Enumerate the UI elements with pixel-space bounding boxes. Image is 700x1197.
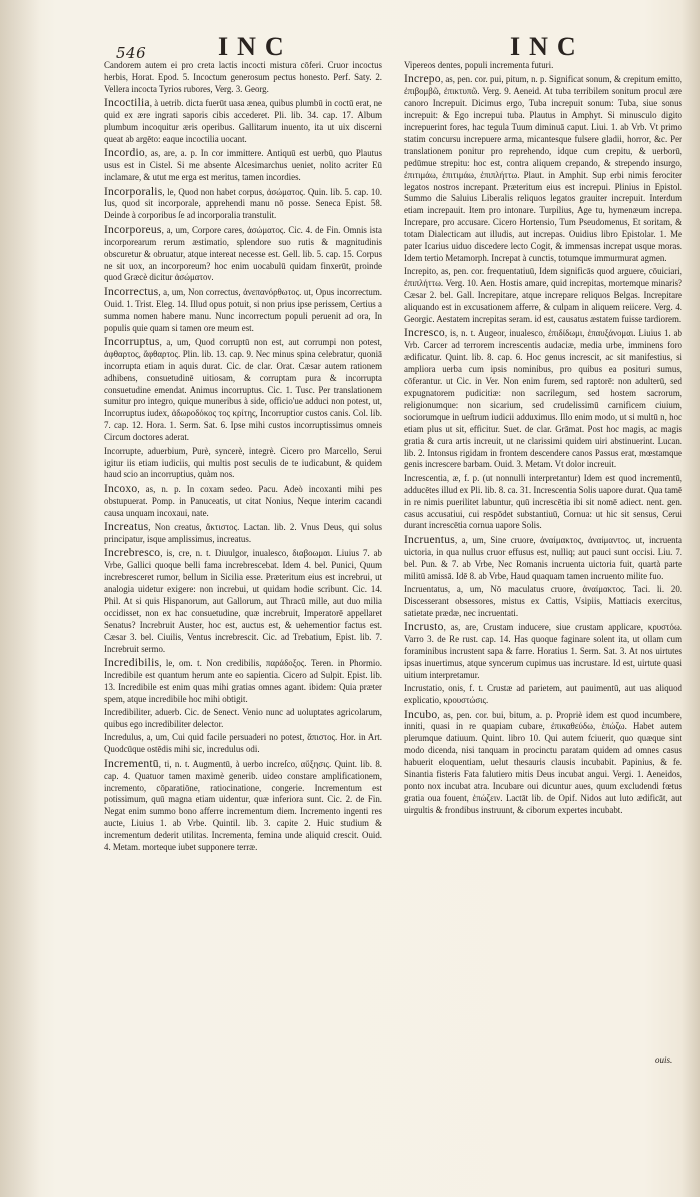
entry-text: , as, pen. cor. bui, bitum, a. p. Propriè idem est quod incumbere, inniti, quasi in re quapiam cubare, ἐπικαθεύδω, ἐπώζω. Habet autem plerumque datiuum. Quint. libro 10. Qui autem fciuerit, quo quæque sint modo dicenda, nisi tanquam in procinctu paratam quidem ad omnes casus habuerit eloquentiam, uelut thesauris clausis incubabit. Papinius, & fe. Sinantia fisteris Fata falutiero mitis Deus incubat angui. Vergi. 1. Aeneidos, ponto nox incubat atra. Incubare oui dicuntur aues, quum excludendi fœtus gratia oua fouent, ἐπώζειν. Lactāt lib. de Opif. Nidos aut luto ædificāt, aut uirgultis & frondibus instruunt, & ciborum expertes incubabt. [404, 709, 682, 815]
entry-text: , as, pen. cor. pui, pitum, n. p. Significat sonum, & crepitum emitto, ἐπιβομβῶ, ἐπικτυπῶ. Verg. 9. Aeneid. At tuba terribilem sonitum procul ære canoro Increpuit. Dicimus ergo, Tuba increpuit sonum: Tuba, siue sonus increpuit: & Ego increpui tuba. Plautus in Amphyt. Si minusculo digito increpuerint fores, hac tegula Tuum diminuā caput. Liui. 1. ab Vrb. Vt primo statim concursu increpuere arma, micantesque fulsere gladii, horror, &c. Per translationem ponitur pro reprehendo, idque cum crepitu, & uerborū, pedūmue strepitu: hoc est, contra aliquem crepando, & strependo insurgo, ἐπιτιμάω, ἐπιτιμάω, ἐπιπλήττω. Plaut. in Amphit. Sup erbi nimis ferociter legatos nostros increpant. Præteritum eius est increpui. Plinius in Epistol. Summo die Saluius Liberalis reliquos legatos grauiter increpuit. Interdum etiam increpauit. Item pro intonare. Turpilius, Age tu, hymenæum increpa. Increpare, pro accusare. Cicero Hortensio, Tum Pseudomenus, Et soritam, & totam Dialecticam aut illudis, aut increpas. Ouidius libro Epistolar. 1. Me pater Icarius uiduo discedere lecto Cogit, & immensas increpat usque moras. Idem tertio Metamorph. Increpat à cunctis, totumque immurmurat agmen. [404, 74, 682, 263]
entry-text: Incruentatus, a, um, Nō maculatus cruore, ἀναίμακτος. Taci. li. 20. Discesserant obsessores, mistus ex Cattis, Vsipiis, Mattiacis exercitus, satietate prædæ, nec incruentati. [404, 583, 682, 618]
dictionary-entry [104, 286, 382, 335]
left-column [104, 60, 382, 856]
entry-headword: Incrementū [104, 756, 159, 770]
running-header [0, 24, 700, 62]
entry-headword: Incruentus [404, 532, 455, 546]
catchword: ouis. [655, 1055, 673, 1065]
entry-headword: Incorrectus [104, 284, 159, 298]
entry-text: Candorem autem ei pro creta lactis incocti mistura cōferi. Cruor incoctus herbis, Horat. Epod. 5. Incoctum generosum pectus honesto. Perf. Saty. 2. Vellera incocta Tyrios rubores, Verg. 3. Georg. [104, 60, 382, 94]
entry-text: , le, Quod non habet corpus, ἀσώματος. Quin. lib. 5. cap. 10. Ius, quod sit incorporale, apprehendi manu nō posse. Seneca Epist. 58. Deinde à corporibus ſe ad incorporalia transtulit. [104, 186, 382, 221]
entry-headword: Incredibilis [104, 656, 160, 669]
entry-headword: Incordio [104, 146, 145, 160]
dictionary-entry [104, 657, 382, 706]
dictionary-entry [104, 60, 382, 96]
entry-text: Incrustatio, onis, f. t. Crustæ ad parietem, aut pauimentū, aut uas aliquod explicatio, κρουστώσις. [404, 683, 682, 706]
dictionary-entry [404, 473, 682, 533]
right-running-head: INC [510, 32, 585, 61]
dictionary-entry [104, 732, 382, 756]
entry-headword: Incorporeus [104, 222, 162, 236]
dictionary-entry [404, 683, 682, 707]
entry-headword: Incoxo [104, 481, 138, 495]
entry-headword: Incoctilia [104, 96, 150, 110]
entry-text: Incorrupte, aduerbium, Purè, syncerè, integrè. Cicero pro Marcello, Serui igitur iis etiam iudiciis, qui multis post seculis de te iudicabunt, & quidem haud scio an incorruptius, quàm nos. [104, 445, 382, 480]
dictionary-entry [104, 521, 382, 546]
entry-text: Increscentia, æ, f. p. (ut nonnulli interpretantur) Idem est quod incrementū, adducētes illud ex Pli. lib. 8. ca. 31. Increscentia Solis uapore durat. Qua tamē in re nimis puerilitet labuntur, quū increscētia ibi sit nomē adiect. nent. gen. casus accusatiui, cui respōdet substantiuū, Cornua: ut hic sit sensus, Cerui durant increscētia cornua uapore Solis. [404, 472, 682, 531]
entry-text: Incredulus, a, um, Cui quid facile persuaderi no potest, ἄπιστος. Hor. in Art. Quodcūque ostēdis mihi sic, incredulus odi. [104, 732, 382, 755]
left-running-head: INC [218, 32, 293, 61]
entry-text: Vipereos dentes, populi incrementa futuri. [404, 60, 554, 70]
entry-text: , le, om. t. Non credibilis, παράδοξος. Teren. in Phormio. Incredibile est quantum herum ante eo sapientia. Cicero ad Sulpit. Epist. lib. 13. Incredibile est enim quas mihi gratias omnes agant. ibidem: Quia præter spem, atque incredibile hoc mihi obtigit. [104, 658, 382, 704]
right-column [404, 60, 682, 818]
entry-text: , as, n. p. In coxam sedeo. Pacu. Adeò incoxanti mihi pes obstupuerat. Pomp. in Panuceatis, ut citat Nonius, Neque interim cacandi causa unquam incoxaui, nate. [104, 483, 382, 518]
dictionary-entry [104, 707, 382, 731]
entry-text: , is, cre, n. t. Diuulgor, inualesco, διαβοωμαι. Liuius 7. ab Vrbe, Gallici quoque belli fama increbrescebat. Idem 4. bel. Punici, Quum increbresceret rumor, bellum in Sicilia esse. Præteritum eius est increbrui, ut analogia uidetur exigere: non increbui, ut quidam hodie scribunt. Cic. 14. Phil. At si quis Hispanorum, aut Gallorum, aut Thracū mille, aut duo milia occidisset, non ex hac consuetudine, quæ increbruit, Imperatorē appellaret Senatus? Increbruit Auster, hoc est, auctus est, & uehementior factus est. Cæsar 3. bel. Ciuilis, Ventus increbrescit. Cic. ad Trebatium, Epist. lib. 7. Increbruit sermo. [104, 548, 382, 654]
dictionary-entry [404, 534, 682, 583]
entry-text: , à uetrib. dicta fuerūt uasa ænea, quibus plumbū in coctū erat, ne quid ex ære ingrati saporis cibis accederet. Pli. lib. 34. cap. 17. Album plumbum incoquitur æris operibus. Gallitarum inuento, ita ut uix discerni queat ab argēto: eaque incoctilia uocant. [104, 98, 382, 144]
entry-text: Increpito, as, pen. cor. frequentatiuū, Idem significās quod arguere, cōuiciari, ἐπιπλήττω. Verg. 10. Aen. Hostis amare, quid increpitas, mortemque minaris? Cæsar 2. bel. Gall. Increpitare, atque increpare reliquos Belgas. Increpitare aliquando est in excusationem afferre, & culpam in aliquem reiicere. Verg. 4. Georgic. Aestatem increpitas seram. id est, causatus æstatem fuisse tardiorem. [404, 266, 682, 325]
entry-text: , is, n. t. Augeor, inualesco, ἐπιδίδωμι, ἐπαυξάνομαι. Liuius 1. ab Vrb. Carcer ad terrorem increscentis audaciæ, media urbe, imminens foro ædificatur. Quint. lib. 8. cap. 6. Hoc genus increscit, ac sit manifestius, si ampliora uerba cum ipsis nominibus, pro quibus ea posituri sumus, cōferantur. ut Cic. in Ver. Non enim furem, sed raptorē: non adulterū, sed expugnatorem pudicitiæ: non sacrilegum, sed hostem sacrorum, religionumque: non sicarium, sed crudelissimū carnificem ciuium, sociorumque in ueſtrum iudicii adduximus. Illo enim modo, ut si multū n, hoc etiam plus ut sit, efficitur. Suet. de clar. Grāmat. Post hoc magis, ac magis gratia & cura artis increuit, ut ne clarissimi quidem uiri abstinuerint. Lucan. lib. 2. Intonsus rigidam in frontem descendere canos Passus erat, mœstamque genis increscere barbam. Ouid. 3. Metam. Vt dolor increuit. [404, 328, 682, 470]
dictionary-entry [404, 621, 682, 682]
dictionary-entry [104, 186, 382, 223]
entry-headword: Incorruptus [104, 334, 160, 348]
entry-text: , as, are, a. p. In cor immittere. Antiquū est uerbū, quo Plautus usus est in Cistel. Si me absente Alcesimarchus ueniet, nolito acriter Eū inclamare, & utut me erga est meritus, tamen incordies. [104, 148, 382, 183]
entry-headword: Increatus [104, 520, 149, 534]
entry-text: , Non creatus, ἄκτιστος. Lactan. lib. 2. Vnus Deus, qui solus principatur, isque amplissimus, increatus. [104, 522, 382, 544]
entry-text: , as, are, Crustam inducere, siue crustam applicare, κρυστόω. Varro 3. de Re rust. cap. 14. Has quoque faginare solent ita, ut ollam cum foraminibus incrustent sapa & farre. Horatius 1. Serm. Sat. 3. At nos uirtutes ipsas inuertimus, atque syncerum cupimus uas incrustare. Id est, uirtute quasi uitium interpretamur. [404, 622, 682, 680]
entry-headword: Incresco [404, 326, 445, 340]
dictionary-entry [404, 709, 682, 817]
entry-headword: Incubo [404, 707, 438, 721]
page-gutter-shadow [0, 0, 40, 1197]
dictionary-entry [404, 73, 682, 265]
dictionary-entry [404, 60, 682, 72]
entry-headword: Increbresco [104, 546, 161, 560]
page-number: 546 [116, 44, 147, 62]
dictionary-entry [104, 97, 382, 146]
entry-text: , a, um, Corpore cares, ἀσώματος. Cic. 4. de Fin. Omnis ista incorporearum rerum æstimatio, splendore suo rutis & magnitudinis obscuretur & obruatur, atque intereat necesse est. Gell. lib. 5. cap. 15. Corpus ne sit uox, an incorporeum? hoc enim uocabulū quidam finxerūt, proinde quod Græcè dicitur ἀσώματον. [104, 224, 382, 283]
dictionary-entry [104, 336, 382, 444]
dictionary-entry [104, 147, 382, 184]
page-edge-shadow [682, 0, 700, 1197]
entry-text: , a, um, Sine cruore, ἀναίμακτος, ἀναίμαντος. ut, incruenta uictoria, in qua nullus cruor effusus est, nulliq; aut pauci sunt occisi. Liu. 7. bel. Pun. & 7. ab Vrbe, Nec Romanis incruenta uictoria fuit, quartà parte militū amissā. Idē 8. ab Vrbe, Haud quaquam tamen incruento milite fuo. [404, 534, 682, 581]
dictionary-entry [104, 758, 382, 854]
dictionary-entry [404, 584, 682, 620]
dictionary-entry [404, 327, 682, 471]
dictionary-entry [104, 446, 382, 482]
entry-text: , a, um, Quod corruptū non est, aut corrumpi non potest, ἀφθαρτος, ἄφθαρτος. Plin. lib. 13. cap. 9. Nec minus spina celebratur, quoniā incorrupta etiam in aquis durat. Cic. de clar. Orat. Cæsar autem rationem adhibens, consuetudinē uitiosam, & corruptam pura & incorrupta consuetudine emendat. Animus incorruptus. Cic. 1. Tusc. Per translationem sumitur pro integro, quique muneribus à side, officio'ue adduci non potest, ut, Incorruptus iudex, ἀδωροδόκος τος κρίτης, Incorruptior custos canis. Col. lib. 7. cap. 12. Hora. 1. Serm. Sat. 6. Ipse mihi custos incorruptissimus omneis Circum doctores aderat. [104, 336, 382, 443]
dictionary-entry [404, 266, 682, 326]
entry-headword: Increpo [404, 72, 441, 86]
dictionary-entry [104, 224, 382, 285]
dictionary-entry [104, 547, 382, 655]
entry-headword: Incrusto [404, 620, 444, 634]
entry-text: Incredibiliter, aduerb. Cic. de Senect. Venio nunc ad uoluptates agricolarum, quibus ego incredibiliter delector. [104, 707, 382, 730]
dictionary-entry [104, 483, 382, 520]
entry-text: , a, um, Non correctus, ἀνεπανόρθωτος. ut, Opus incorrectum. Ouid. 1. Trist. Eleg. 14. Illud opus potuit, si non prius ipse perissem, Certius a summa nomen habere manu. Nunc incorrectum populi peruenit ad ora, In populis quie quam si tamen ore meum est. [104, 286, 382, 333]
entry-headword: Incorporalis [104, 184, 163, 198]
entry-text: , ti, n. t. Augmentū, à uerbo increſco, αὔξησις. Quint. lib. 8. cap. 4. Quatuor tamen maximè generib. uideo constare amplificationem, incremento, cōparatiōne, ratiocinatione, congerie. Incrementum est potissimum, quū magna etiam uidentur, quæ inferiora sunt. Cic. 2. de Fin. Negat enim summo bono afferre incrementum diem. Incremento ingenti res aucte, Liuius 1. ab Vrbe. Quintil. lib. 3. capite 2. Huic studium & incrementum dederit utilitas. Incrementa, femina unde aliquid crescit. Ouid. 4. Metam. morteque iubet supponere terræ. [104, 758, 382, 853]
